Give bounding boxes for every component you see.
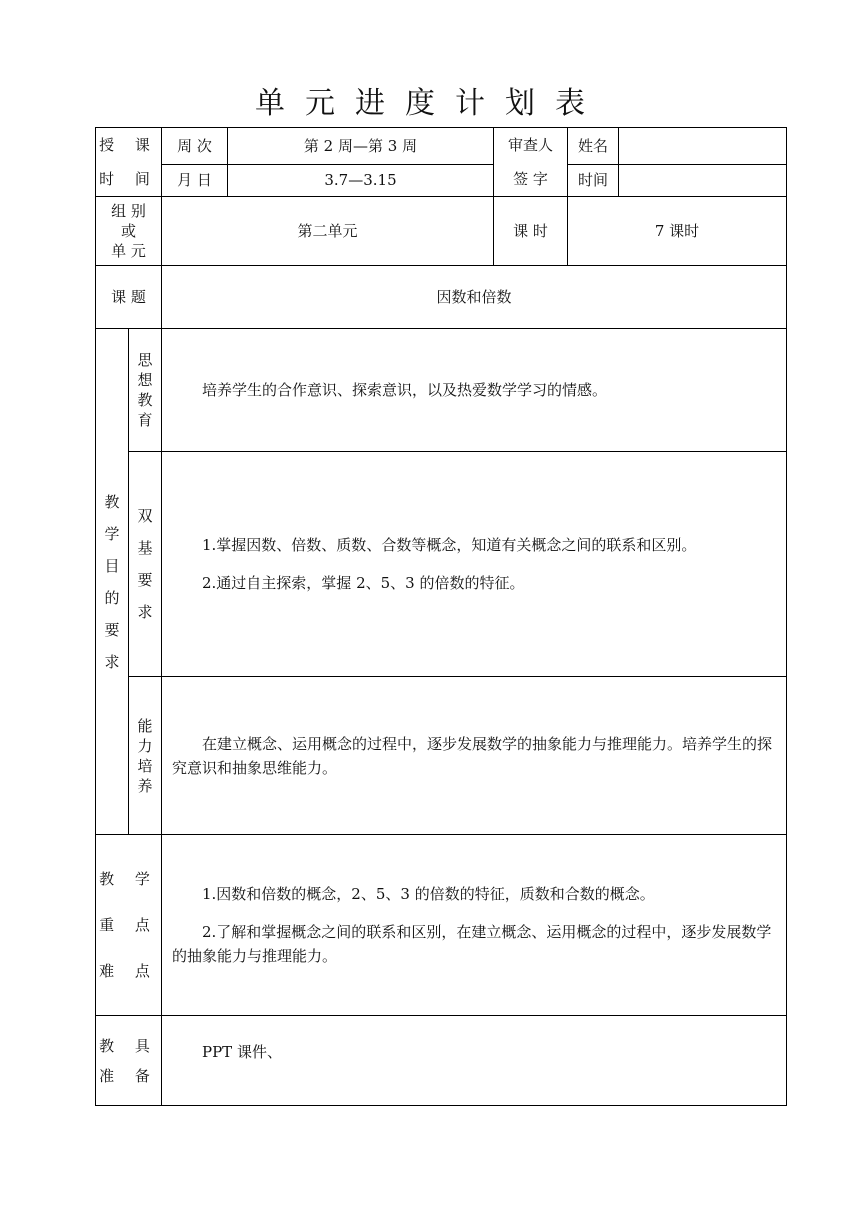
key-points-label-line3: 难 点 [99, 962, 158, 980]
date-value: 3.7—3.15 [228, 164, 494, 196]
teach-time-label-line2: 时 间 [99, 170, 158, 188]
tools-label-line1: 教 具 [99, 1036, 158, 1055]
time-label: 时间 [568, 164, 619, 196]
moral-label-char: 想 [137, 371, 153, 389]
week-label: 周 次 [162, 128, 228, 165]
period-value: 7 课时 [568, 197, 787, 266]
group-unit-label-line2: 或 [120, 222, 136, 240]
basics-label-char: 双 [137, 507, 153, 525]
moral-label-char: 育 [137, 411, 153, 429]
moral-content [162, 329, 787, 452]
basics-item: 1.掌握因数、倍数、质数、合数等概念，知道有关概念之间的联系和区别。 [202, 536, 697, 554]
moral-label [129, 329, 162, 452]
objectives-label-char: 要 [104, 620, 120, 639]
objectives-label-char: 学 [104, 524, 120, 543]
ability-content [162, 677, 787, 835]
reviewer-label-line1: 审查人 [507, 136, 553, 154]
reviewer-label [494, 128, 568, 197]
basics-label [129, 452, 162, 677]
unit-value: 第二单元 [162, 197, 494, 266]
basics-label-char: 要 [137, 571, 153, 589]
key-points-content [162, 835, 787, 1016]
objectives-label [96, 329, 129, 835]
ability-label-char: 力 [137, 736, 153, 755]
teach-time-label-line1: 授 课 [99, 136, 158, 154]
objectives-label-char: 的 [104, 588, 120, 607]
moral-text: 培养学生的合作意识、探索意识，以及热爱数学学习的情感。 [202, 381, 608, 399]
time-value[interactable] [619, 164, 787, 196]
basics-label-char: 基 [137, 539, 153, 557]
ability-label-char: 能 [137, 716, 153, 735]
topic-value: 因数和倍数 [162, 266, 787, 329]
tools-content [162, 1016, 787, 1106]
ability-label-char: 养 [137, 776, 153, 795]
ability-text: 在建立概念、运用概念的过程中，逐步发展数学的抽象能力与推理能力。培养学生的探究意识和抽象思维能力。 [172, 734, 773, 777]
key-points-label-line1: 教 学 [99, 870, 158, 888]
key-points-label-line2: 重 点 [99, 916, 158, 934]
basics-content [162, 452, 787, 677]
tools-label [96, 1016, 162, 1106]
month-day-label: 月 日 [162, 164, 228, 196]
period-label: 课 时 [494, 197, 568, 266]
key-points-label [96, 835, 162, 1016]
moral-label-char: 思 [137, 351, 153, 369]
ability-label [129, 677, 162, 835]
plan-table [95, 127, 787, 1106]
key-point-item: 1.因数和倍数的概念，2、5、3 的倍数的特征，质数和合数的概念。 [202, 885, 655, 903]
moral-label-char: 教 [137, 391, 153, 409]
reviewer-label-line2: 签 字 [513, 170, 548, 188]
name-label: 姓名 [568, 128, 619, 165]
week-value: 第 2 周—第 3 周 [228, 128, 494, 165]
name-value[interactable] [619, 128, 787, 165]
page-title: 单元进度计划表 [255, 86, 605, 121]
tools-text: PPT 课件、 [202, 1043, 282, 1061]
basics-item: 2.通过自主探索，掌握 2、5、3 的倍数的特征。 [202, 574, 525, 592]
key-point-item: 2.了解和掌握概念之间的联系和区别，在建立概念、运用概念的过程中，逐步发展数学的抽象能力与推理能力。 [172, 923, 772, 965]
group-unit-label [96, 197, 162, 266]
group-unit-label-line1: 组 别 [111, 202, 146, 220]
objectives-label-char: 求 [104, 652, 120, 671]
teach-time-label [96, 128, 162, 197]
objectives-label-char: 目 [104, 556, 120, 575]
ability-label-char: 培 [137, 756, 153, 775]
group-unit-label-line3: 单 元 [111, 242, 146, 260]
topic-label: 课 题 [96, 266, 162, 329]
tools-label-line2: 准 备 [99, 1066, 158, 1085]
objectives-label-char: 教 [104, 492, 120, 511]
basics-label-char: 求 [137, 603, 153, 621]
